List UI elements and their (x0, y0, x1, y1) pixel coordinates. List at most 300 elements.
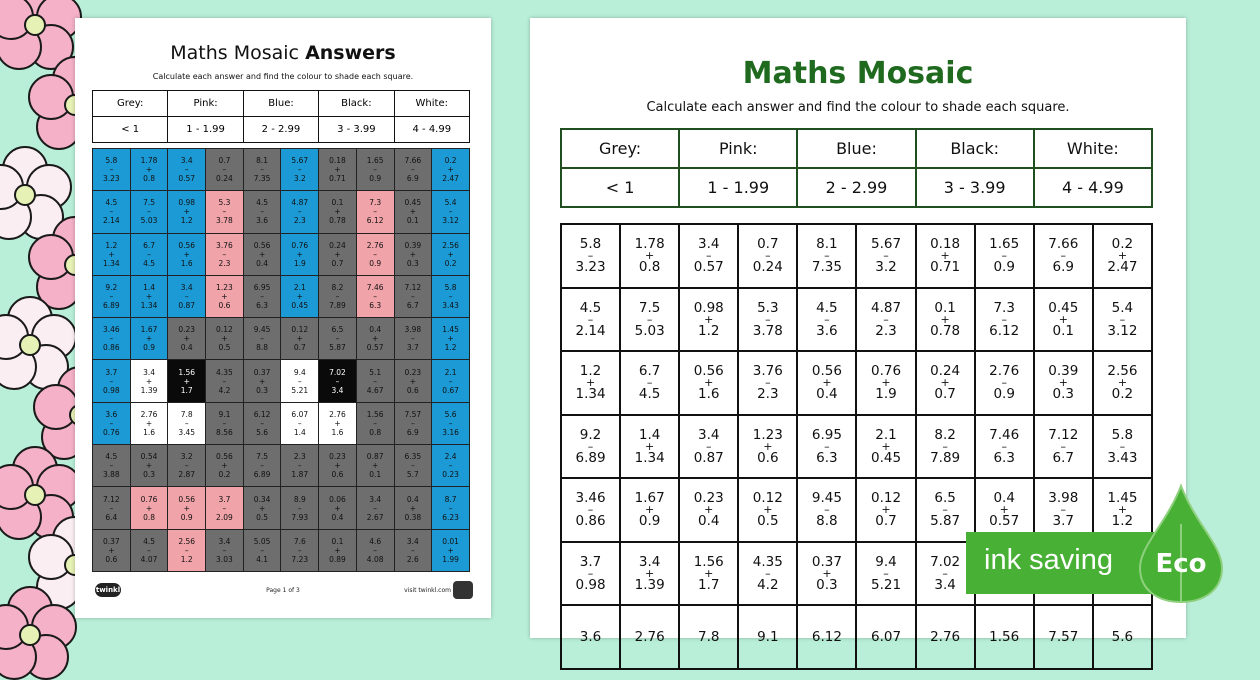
operator: – (765, 566, 771, 580)
operand: 2.3 (875, 322, 897, 339)
operand: 4.5 (579, 299, 602, 316)
key-colour-4: White: (394, 91, 469, 117)
operator: – (297, 207, 302, 217)
mosaic-cell[interactable] (856, 288, 915, 352)
operand: 3.6 (256, 216, 269, 226)
operand: 1.2 (180, 554, 193, 564)
mosaic-cell (319, 191, 357, 233)
mosaic-cell (130, 360, 168, 402)
mosaic-cell[interactable] (1093, 351, 1152, 415)
operator: + (334, 207, 341, 217)
operand: 3.03 (216, 554, 233, 564)
operand: 1.6 (180, 258, 193, 268)
operator: – (942, 503, 948, 517)
operand: 0.86 (575, 513, 606, 530)
mosaic-cell (432, 402, 470, 444)
operand: 7.12 (1048, 426, 1079, 443)
mosaic-cell[interactable] (561, 288, 620, 352)
operator: – (765, 312, 771, 326)
key-range-3: 3 - 3.99 (916, 168, 1034, 207)
operand: 0.5 (218, 343, 231, 353)
mosaic-cell[interactable] (738, 605, 797, 669)
mosaic-cell (319, 233, 357, 275)
operand: 8.8 (256, 343, 269, 353)
operand: 0.67 (442, 385, 459, 395)
operand: 0.23 (693, 490, 724, 507)
operator: + (258, 503, 266, 513)
operator: – (373, 207, 378, 217)
operator: – (883, 312, 889, 326)
operand: 6.9 (406, 427, 419, 437)
operand: 8.9 (293, 494, 306, 504)
operand: 3.7 (406, 343, 419, 353)
mosaic-cell (93, 149, 131, 191)
operator: – (373, 418, 378, 428)
mosaic-cell[interactable] (620, 478, 679, 542)
operator: + (183, 376, 190, 386)
operand: 2.47 (442, 174, 459, 184)
operand: 5.21 (291, 385, 309, 395)
mosaic-cell[interactable] (1034, 351, 1093, 415)
operator: + (1117, 249, 1128, 263)
mosaic-cell (168, 191, 206, 233)
operand: 9.2 (105, 283, 118, 293)
operand: 3.7 (1052, 513, 1075, 530)
operator: – (109, 376, 114, 386)
ink-saving-text: ink saving (984, 544, 1113, 576)
grid-row (561, 288, 1152, 352)
mosaic-cell[interactable] (679, 415, 738, 479)
mosaic-cell (432, 487, 470, 529)
operator: – (109, 292, 114, 302)
operator: – (184, 418, 189, 428)
operand: 3.4 (934, 576, 956, 593)
operator: – (883, 249, 889, 263)
operand: 1.56 (178, 367, 196, 377)
operand: 0.57 (693, 259, 724, 276)
operator: – (587, 312, 594, 326)
operand: 5.87 (329, 343, 346, 353)
operand: 3.2 (875, 259, 897, 276)
operator: + (704, 312, 714, 326)
operator: – (824, 503, 830, 517)
mosaic-cell[interactable] (561, 605, 620, 669)
mosaic-cell (130, 402, 168, 444)
mosaic-cell (356, 445, 394, 487)
operand: 6.4 (105, 512, 118, 522)
operand: 3.98 (1048, 490, 1079, 507)
mosaic-cell[interactable] (1093, 605, 1152, 669)
operand: 8.2 (934, 426, 956, 443)
operator: – (335, 292, 340, 302)
grid-row (93, 233, 470, 275)
mosaic-cell[interactable] (856, 224, 915, 288)
operator: + (447, 334, 454, 344)
operand: 6.3 (369, 301, 382, 311)
mosaic-cell (281, 191, 319, 233)
mosaic-cell (130, 233, 168, 275)
mosaic-cell[interactable] (1093, 288, 1152, 352)
operand: 0.1 (369, 470, 382, 480)
operator: – (765, 249, 771, 263)
mosaic-cell (206, 529, 244, 571)
operator: + (822, 376, 832, 390)
mosaic-cell[interactable] (561, 542, 620, 606)
operand: 7.3 (993, 299, 1015, 316)
operand: 7.66 (404, 156, 422, 166)
operand: 0.9 (993, 259, 1015, 276)
answer-sheet-title: Maths Mosaic Answers (170, 42, 396, 64)
operand: 4.5 (105, 198, 118, 208)
mosaic-cell (206, 402, 244, 444)
operand: 0.7 (293, 343, 306, 353)
mosaic-cell (432, 233, 470, 275)
mosaic-cell (356, 149, 394, 191)
operand: 3.4 (638, 553, 661, 570)
mosaic-cell[interactable] (975, 224, 1034, 288)
operator: – (222, 207, 227, 217)
page-number: Page 1 of 3 (266, 587, 300, 594)
key-range-4: 4 - 4.99 (394, 117, 469, 143)
mosaic-cell (394, 149, 432, 191)
operand: 0.54 (140, 452, 158, 462)
mosaic-cell (130, 445, 168, 487)
operand: 0.56 (216, 452, 233, 462)
operand: 0.23 (442, 470, 459, 480)
operand: 7.93 (291, 512, 309, 522)
mosaic-cell[interactable] (738, 415, 797, 479)
mosaic-cell[interactable] (679, 605, 738, 669)
mosaic-cell (206, 233, 244, 275)
mosaic-cell[interactable] (1093, 224, 1152, 288)
operator: – (883, 566, 889, 580)
mosaic-cell (356, 275, 394, 317)
operator: + (704, 566, 714, 580)
mosaic-cell (356, 318, 394, 360)
operand: 3.76 (216, 240, 233, 250)
operator: + (763, 439, 773, 453)
operator: + (296, 334, 303, 344)
operator: – (109, 165, 114, 175)
operator: + (409, 249, 416, 259)
operand: 3.23 (102, 174, 120, 184)
operand: 0.23 (178, 325, 196, 335)
answer-sheet (75, 18, 491, 618)
operator: – (1060, 249, 1067, 263)
mosaic-cell (394, 487, 432, 529)
operand: 7.8 (180, 409, 193, 419)
operand: 0.45 (870, 449, 902, 466)
operand: 0.56 (253, 240, 271, 250)
operand: 1.4 (143, 283, 155, 293)
mosaic-cell (168, 445, 206, 487)
operator: + (334, 418, 341, 428)
operand: 1.6 (331, 427, 344, 437)
mosaic-cell (243, 233, 281, 275)
operand: 1.99 (442, 554, 459, 564)
operand: 0.37 (811, 553, 842, 570)
operator: + (822, 566, 832, 580)
operand: 0.1 (1052, 322, 1075, 339)
mosaic-cell (243, 402, 281, 444)
operator: + (145, 418, 153, 428)
operand: 6.89 (253, 470, 271, 480)
operand: 4.5 (256, 198, 269, 208)
operand: 9.1 (218, 409, 231, 419)
operator: + (447, 165, 454, 175)
operand: 2.47 (1107, 259, 1138, 276)
operand: 7.46 (366, 283, 384, 293)
operator: – (705, 249, 712, 263)
mosaic-cell (130, 529, 168, 571)
operand: 5.67 (291, 156, 309, 166)
operator: – (1060, 439, 1067, 453)
operand: 7.02 (329, 367, 346, 377)
operand: 6.5 (331, 325, 344, 335)
mosaic-cell[interactable] (679, 542, 738, 606)
key-range-3: 3 - 3.99 (319, 117, 394, 143)
operator: – (646, 376, 653, 390)
operator: – (260, 207, 264, 217)
operator: + (1058, 312, 1068, 326)
operand: 1.56 (693, 553, 724, 570)
operator: + (1117, 376, 1128, 390)
operand: 4.07 (140, 554, 158, 564)
mosaic-cell[interactable] (620, 605, 679, 669)
operand: 1.4 (638, 426, 661, 443)
mosaic-cell[interactable] (975, 415, 1034, 479)
operand: 0.56 (693, 363, 724, 380)
mosaic-cell[interactable] (797, 478, 856, 542)
operand: 0.4 (816, 386, 838, 403)
operand: 0.56 (811, 363, 842, 380)
mosaic-cell (243, 191, 281, 233)
mosaic-cell[interactable] (916, 288, 975, 352)
mosaic-cell[interactable] (620, 415, 679, 479)
key-range-2: 2 - 2.99 (243, 117, 318, 143)
operand: 4.35 (752, 553, 783, 570)
mosaic-cell (168, 233, 206, 275)
operand: 5.05 (253, 536, 271, 546)
operand: 7.66 (1048, 236, 1079, 253)
mosaic-cell (319, 487, 357, 529)
operand: 2.1 (293, 283, 306, 293)
mosaic-cell (93, 487, 131, 529)
operand: 1.2 (1111, 513, 1134, 530)
mosaic-cell[interactable] (797, 605, 856, 669)
mosaic-cell[interactable] (916, 351, 975, 415)
mosaic-cell (356, 360, 394, 402)
operand: 0.12 (752, 490, 783, 507)
operand: 6.9 (1052, 259, 1075, 276)
mosaic-cell[interactable] (856, 415, 915, 479)
mosaic-cell[interactable] (738, 224, 797, 288)
operand: 0.23 (404, 367, 422, 377)
operand: 6.12 (253, 409, 271, 419)
mosaic-cell (168, 318, 206, 360)
operand: 0.71 (329, 174, 346, 184)
operand: 4.5 (143, 258, 155, 268)
operator: – (824, 439, 830, 453)
mosaic-cell[interactable] (975, 605, 1034, 669)
answer-sheet-instructions: Calculate each answer and find the colour to shade each square. (152, 72, 414, 81)
operator: – (184, 461, 189, 471)
mosaic-cell[interactable] (561, 478, 620, 542)
mosaic-cell[interactable] (1034, 288, 1093, 352)
operand: 0.1 (934, 299, 956, 316)
mosaic-cell[interactable] (1034, 605, 1093, 669)
mosaic-cell (168, 360, 206, 402)
operator: – (109, 418, 114, 428)
mosaic-cell[interactable] (738, 288, 797, 352)
operand: 1.9 (875, 386, 897, 403)
mosaic-cell[interactable] (916, 224, 975, 288)
key-colour-2: Blue: (243, 91, 318, 117)
mosaic-cell[interactable] (916, 605, 975, 669)
operator: + (940, 249, 950, 263)
operator: + (221, 461, 228, 471)
operand: 3.7 (105, 367, 118, 377)
mosaic-cell (243, 360, 281, 402)
operator: + (221, 334, 228, 344)
operator: + (258, 249, 266, 259)
mosaic-cell[interactable] (620, 224, 679, 288)
visit-link: visit twinkl.com (404, 587, 451, 594)
mosaic-cell[interactable] (797, 288, 856, 352)
operand: 0.76 (870, 363, 902, 380)
operand: 1.6 (697, 386, 720, 403)
operand: 2.56 (178, 536, 196, 546)
mosaic-cell (394, 233, 432, 275)
mosaic-cell (394, 275, 432, 317)
operand: 2.3 (757, 386, 779, 403)
operand: 1.39 (634, 576, 665, 593)
mosaic-cell[interactable] (856, 542, 915, 606)
operand: 3.78 (752, 322, 783, 339)
mosaic-cell[interactable] (620, 288, 679, 352)
operand: 1.78 (140, 156, 158, 166)
operand: 5.87 (930, 513, 961, 530)
operator: + (145, 503, 153, 513)
operand: 7.5 (638, 299, 661, 316)
operator: – (147, 545, 151, 555)
operand: 6.95 (253, 283, 271, 293)
operator: – (260, 165, 264, 175)
mosaic-cell[interactable] (561, 415, 620, 479)
operand: 0.2 (444, 258, 457, 268)
mosaic-cell[interactable] (1034, 224, 1093, 288)
operand: 0.71 (930, 259, 961, 276)
operand: 5.6 (444, 409, 457, 419)
operand: 8.8 (816, 513, 838, 530)
mosaic-cell (93, 191, 131, 233)
operand: 0.7 (934, 386, 956, 403)
operand: 7.12 (102, 494, 120, 504)
operand: 0.56 (178, 240, 196, 250)
mosaic-cell (281, 149, 319, 191)
operand: 0.12 (870, 490, 902, 507)
mosaic-cell[interactable] (856, 605, 915, 669)
operand: 0.7 (218, 156, 231, 166)
operand: 5.4 (1111, 299, 1134, 316)
mosaic-cell[interactable] (679, 288, 738, 352)
operand: 0.01 (442, 536, 459, 546)
operator: – (260, 292, 264, 302)
mosaic-cell[interactable] (620, 351, 679, 415)
mosaic-cell[interactable] (1093, 415, 1152, 479)
grid-row (93, 402, 470, 444)
mosaic-cell[interactable] (1034, 415, 1093, 479)
mosaic-cell[interactable] (679, 478, 738, 542)
operand: 3.4 (697, 426, 720, 443)
flower-icon (0, 590, 75, 680)
operator: – (448, 207, 453, 217)
key-colour-1: Pink: (168, 91, 243, 117)
mosaic-cell (168, 149, 206, 191)
operator: + (334, 165, 341, 175)
operand: 7.57 (1048, 628, 1079, 645)
operand: 4.87 (291, 198, 309, 208)
mosaic-cell[interactable] (561, 224, 620, 288)
mosaic-cell[interactable] (975, 288, 1034, 352)
mosaic-cell (281, 487, 319, 529)
grid-row (93, 191, 470, 233)
operand: 1.2 (579, 363, 602, 380)
mosaic-cell[interactable] (916, 415, 975, 479)
mosaic-cell[interactable] (797, 542, 856, 606)
mosaic-cell[interactable] (738, 351, 797, 415)
mosaic-cell[interactable] (797, 224, 856, 288)
operator: – (297, 376, 302, 386)
mosaic-cell[interactable] (679, 351, 738, 415)
mosaic-cell[interactable] (738, 478, 797, 542)
mosaic-cell[interactable] (797, 415, 856, 479)
mosaic-cell[interactable] (975, 351, 1034, 415)
operand: 3.45 (178, 427, 196, 437)
mosaic-cell[interactable] (738, 542, 797, 606)
operand: 0.7 (757, 236, 779, 253)
operator: – (1001, 439, 1007, 453)
mosaic-cell[interactable] (620, 542, 679, 606)
operand: 0.3 (816, 576, 838, 593)
operator: + (145, 292, 153, 302)
operator: + (447, 249, 454, 259)
mosaic-cell[interactable] (561, 351, 620, 415)
operand: 0.57 (178, 174, 196, 184)
operand: 0.86 (102, 343, 120, 353)
mosaic-cell[interactable] (679, 224, 738, 288)
operand: 6.7 (638, 363, 661, 380)
operand: 7.6 (293, 536, 306, 546)
mosaic-cell[interactable] (856, 478, 915, 542)
operand: 0.8 (143, 174, 155, 184)
operator: + (334, 249, 341, 259)
mosaic-cell[interactable] (856, 351, 915, 415)
operator: – (297, 503, 302, 513)
operand: 6.3 (256, 301, 269, 311)
key-colour-3: Black: (916, 129, 1034, 168)
operator: – (448, 503, 453, 513)
answer-mosaic-grid (92, 148, 470, 572)
operand: 0.9 (143, 343, 155, 353)
operand: 5.21 (870, 576, 902, 593)
operand: 0.8 (369, 427, 382, 437)
operand: 5.4 (444, 198, 457, 208)
operand: 3.43 (442, 301, 459, 311)
operator: – (587, 249, 594, 263)
mosaic-cell[interactable] (797, 351, 856, 415)
operand: 7.3 (369, 198, 382, 208)
